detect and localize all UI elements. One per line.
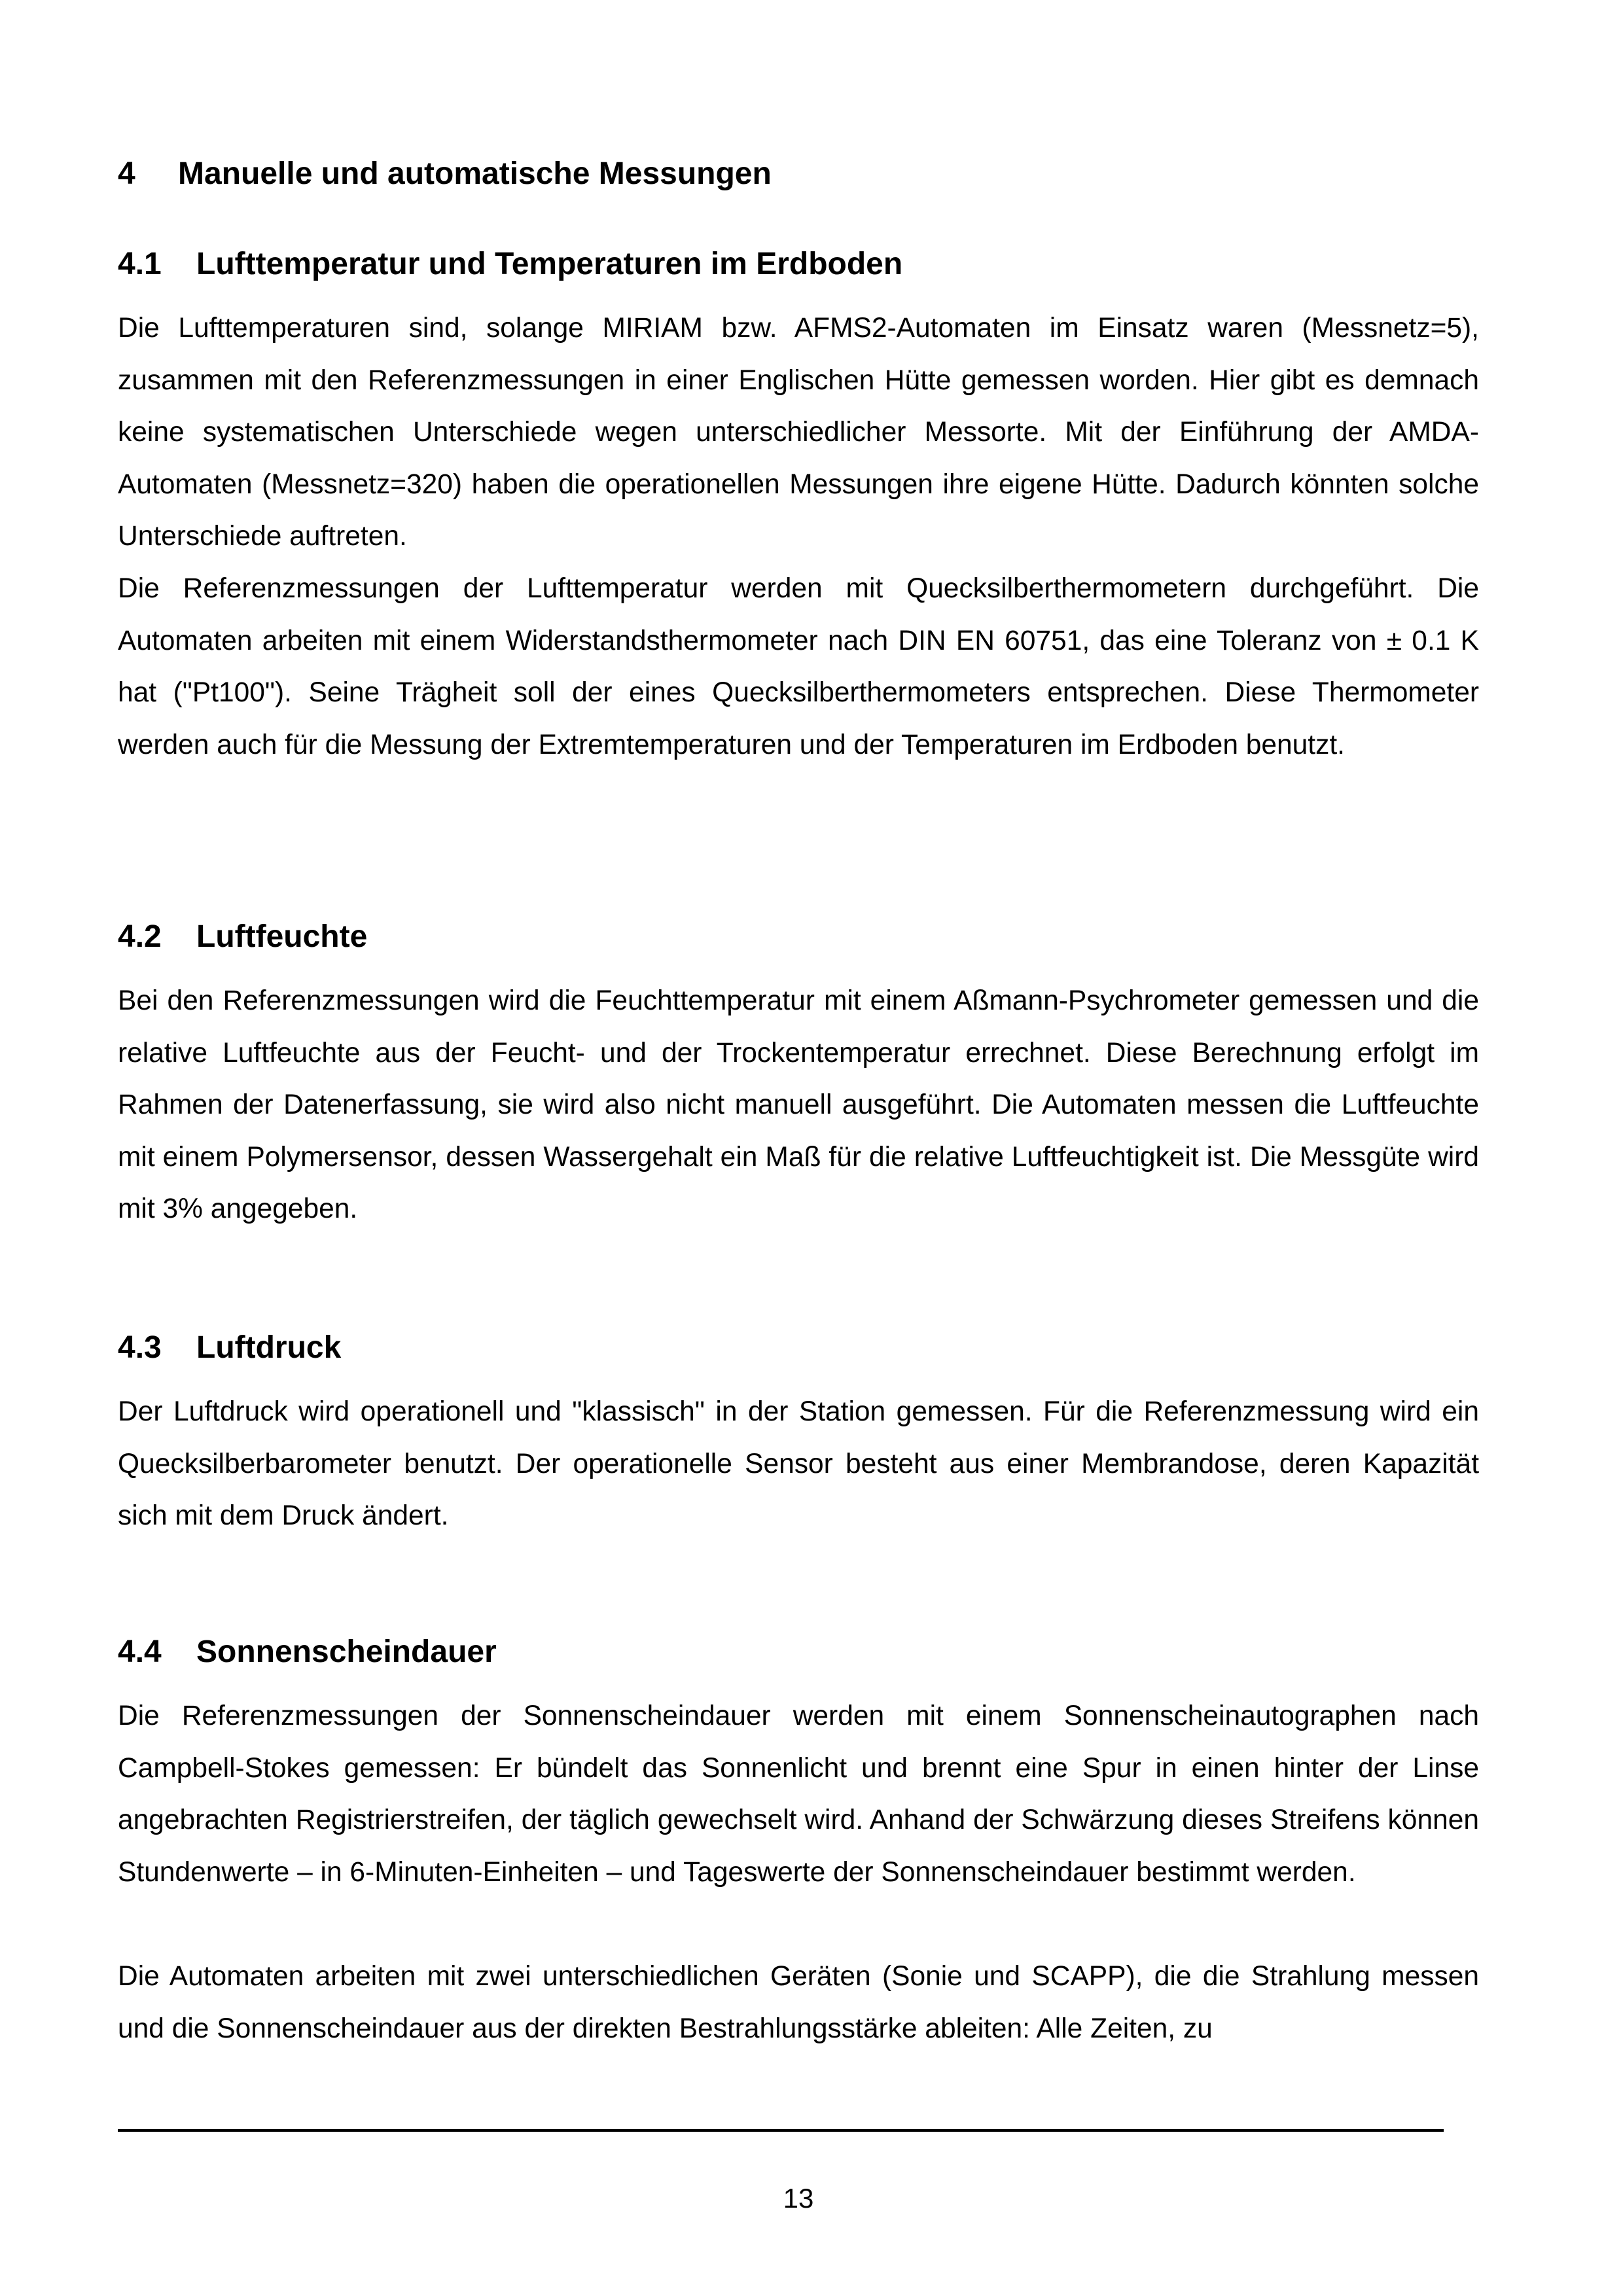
paragraph: Die Referenzmessungen der Sonnenscheindauer werden mit einem Sonnenscheinautographen nach Campbell-Stokes gemessen: Er bündelt das Sonnenlicht und brennt eine Spur in einen hinter der Linse angebrachten Registrierstreifen, der täglich gewechselt wird. Anhand der Schwärzung dieses Streifens können Stundenwerte – in 6-Minuten-Einheiten – und Tageswerte der Sonnenscheindauer bestimmt werden. — [118, 1701, 1479, 1888]
chapter-heading — [118, 154, 1492, 194]
section-heading-4-3 — [118, 1328, 1492, 1368]
footer-divider — [118, 2129, 1444, 2132]
section-title: Luftfeuchte — [196, 919, 368, 954]
chapter-number: 4 — [118, 156, 135, 191]
section-number: 4.1 — [118, 247, 162, 281]
section-number: 4.3 — [118, 1330, 162, 1365]
paragraph: Die Lufttemperaturen sind, solange MIRIAM bzw. AFMS2-Automaten im Einsatz waren (Messnetz=5), zusammen mit den Referenzmessungen in einer Englischen Hütte gemessen worden. Hier gibt es demnach keine systematischen Unterschiede wegen unterschiedlicher Messorte. Mit der Einführung der AMDA-Automaten (Messnetz=320) haben die operationellen Messungen ihre eigene Hütte. Dadurch könnten solche Unterschiede auftreten. — [118, 313, 1479, 552]
paragraph: Bei den Referenzmessungen wird die Feuchttemperatur mit einem Aßmann-Psychrometer gemessen und die relative Luftfeuchte aus der Feucht- und der Trockentemperatur errechnet. Diese Berechnung erfolgt im Rahmen der Datenerfassung, sie wird also nicht manuell ausgeführt. Die Automaten messen die Luftfeuchte mit einem Polymersensor, dessen Wassergehalt ein Maß für die relative Luftfeuchtigkeit ist. Die Messgüte wird mit 3% angegeben. — [118, 985, 1479, 1224]
section-heading-4-4 — [118, 1633, 1492, 1672]
chapter-title: Manuelle und automatische Messungen — [178, 156, 772, 191]
paragraph: Die Automaten arbeiten mit zwei unterschiedlichen Geräten (Sonie und SCAPP), die die Strahlung messen und die Sonnenscheindauer aus der direkten Bestrahlungsstärke ableiten: Alle Zeiten, zu — [118, 1961, 1479, 2044]
section-number: 4.4 — [118, 1634, 162, 1669]
section-title: Luftdruck — [196, 1330, 342, 1365]
section-heading-4-1 — [118, 245, 1492, 284]
section-number: 4.2 — [118, 919, 162, 954]
section-heading-4-2 — [118, 917, 1492, 957]
paragraph: Der Luftdruck wird operationell und "klassisch" in der Station gemessen. Für die Referenzmessung wird ein Quecksilberbarometer benutzt. Der operationelle Sensor besteht aus einer Membrandose, deren Kapazität sich mit dem Druck ändert. — [118, 1396, 1479, 1531]
page-number: 13 — [783, 2183, 814, 2214]
section-title: Lufttemperatur und Temperaturen im Erdboden — [196, 247, 903, 281]
section-title: Sonnenscheindauer — [196, 1634, 497, 1669]
paragraph: Die Referenzmessungen der Lufttemperatur werden mit Quecksilberthermometern durchgeführt. Die Automaten arbeiten mit einem Widerstandsthermometer nach DIN EN 60751, das eine Toleranz von ± 0.1 K hat ("Pt100"). Seine Trägheit soll der eines Quecksilberthermometers entsprechen. Diese Thermometer werden auch für die Messung der Extremtemperaturen und der Temperaturen im Erdboden benutzt. — [118, 573, 1479, 760]
